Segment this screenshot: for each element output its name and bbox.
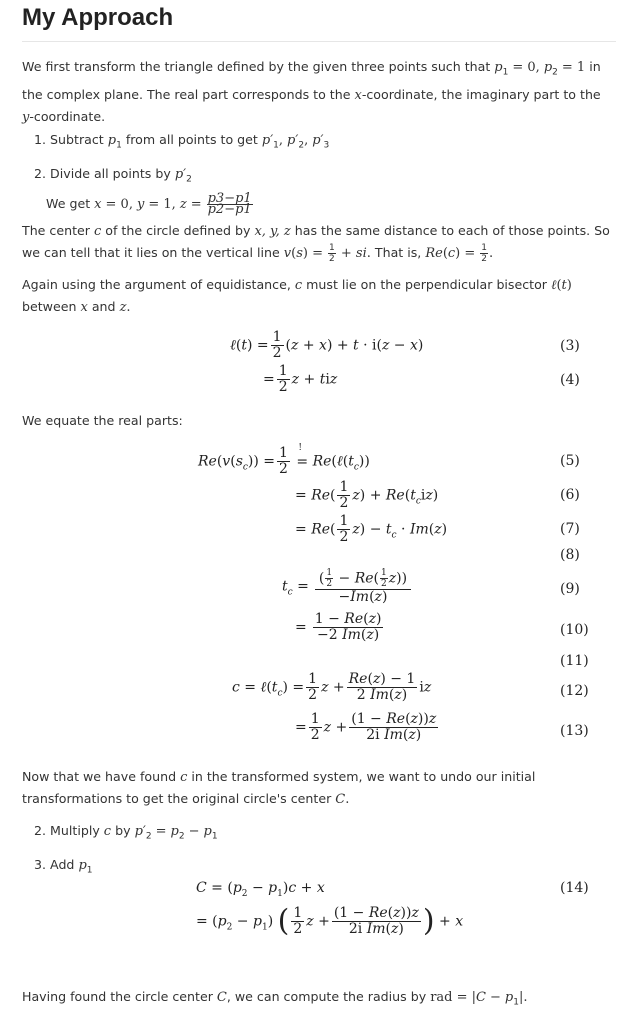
equation-6: = Re( $\frac{1}{2}$ $z) + Re(t_ciz)$ [295,479,439,511]
equation-number: (9) [560,581,580,597]
equation-number: (4) [560,372,580,388]
equation-number: (13) [560,723,589,739]
equation-number: (5) [560,453,580,469]
equation-number: (14) [560,880,589,896]
equation-number: (8) [560,547,580,563]
equation-number: (10) [560,622,589,638]
equation-10: = $\frac{1 - Re(z)}{-2 Im(z)}$ [295,611,382,643]
intro-text-2: in the complex plane. The real part corresponds to the [22,59,601,102]
center-paragraph: The center c of the circle defined by x, y, z has the same distance to each of those points. So we can tell that it lies on the vertical line v(s) = $\frac{1}{2}$ + si. That is, Re(c) = $\frac{1}{2}$ . [22,223,610,264]
now-paragraph: Now that we have found c in the transformed system, we want to undo our initial transformations to get the original circle's center C. [22,769,536,807]
equation-7: = Re( $\frac{1}{2}$ $z) - t_c \cdot Im(z)$ [295,513,448,545]
equation-14b: = $(p_2 - p_1)$ ( $\frac{1}{2}$ z + $\frac{(1 - Re(z))z}{\text{2i Im(z)}}$ ) + x [196,903,464,939]
we-get-line: We get x = 0, y = 1, z = $\frac{p3-p1}{p2-p1}$ [46,191,252,218]
list-item: 3. Add $p_1$ [34,856,93,876]
equation-number: (12) [560,683,589,699]
equation-5: $Re(v(s_c))$ = $\frac{1}{2}$ = ! $Re(\ell(t_c))$ [198,442,370,477]
step-list-2 [34,820,614,881]
equation-9: $t_c$ = ( $\frac{1}{2}$ − Re( $\frac{1}{2}$ z)) −Im(z) [282,568,413,605]
list-item: 2. Multiply c by $p'_2 = p_2 - p_1$ [34,823,218,842]
equation-14: $C = (p_2 - p_1)c + x$ [196,880,325,899]
equation-4: = $\frac{1}{2}$ z + tiz [263,363,338,395]
title-divider [22,41,616,42]
equation-13: = $\frac{1}{2}$ z + $\frac{(1 - Re(z))z}{\text{2i Im(z)}}$ [295,711,437,743]
intro-paragraph: We first transform the triangle defined by the given three points such that $p_1 = 0$, $p_2 = 1$ in the complex plane. The real part corresponds to the x-coordinate, the imaginary part to the y-coordinate. [22,59,601,125]
equation-3: ℓ(t) = $\frac{1}{2}$ (z + x) + t · i(z − x) [230,329,424,361]
page-title: My Approach [22,4,174,31]
step-list-1 [34,129,614,218]
intro-text-4: -coordinate. [29,108,106,124]
intro-text-3: -coordinate, the imaginary part to the [361,86,601,102]
intro-text-1: We first transform the triangle defined by the given three points such that [22,59,491,74]
final-paragraph: Having found the circle center C, we can compute the radius by rad = $|C - p_1|$. [22,989,528,1008]
equate-text: We equate the real parts: [22,413,183,428]
equation-number: (6) [560,487,580,503]
equation-number: (11) [560,653,589,669]
equation-number: (7) [560,521,580,537]
again-paragraph: Again using the argument of equidistance, c must lie on the perpendicular bisector ℓ(t) between x and z. [22,277,572,315]
equation-12: $c = \ell(t_c)$ = $\frac{1}{2}$ z + $\frac{Re(z) - 1}{2 Im(z)}$ iz [232,671,432,703]
list-item: 1. Subtract $p_1$ from all points to get $p'_1$, $p'_2$, $p'_3$ [34,132,330,151]
equation-number: (3) [560,338,580,354]
list-item: 2. Divide all points by $p'_2$ [34,165,192,185]
